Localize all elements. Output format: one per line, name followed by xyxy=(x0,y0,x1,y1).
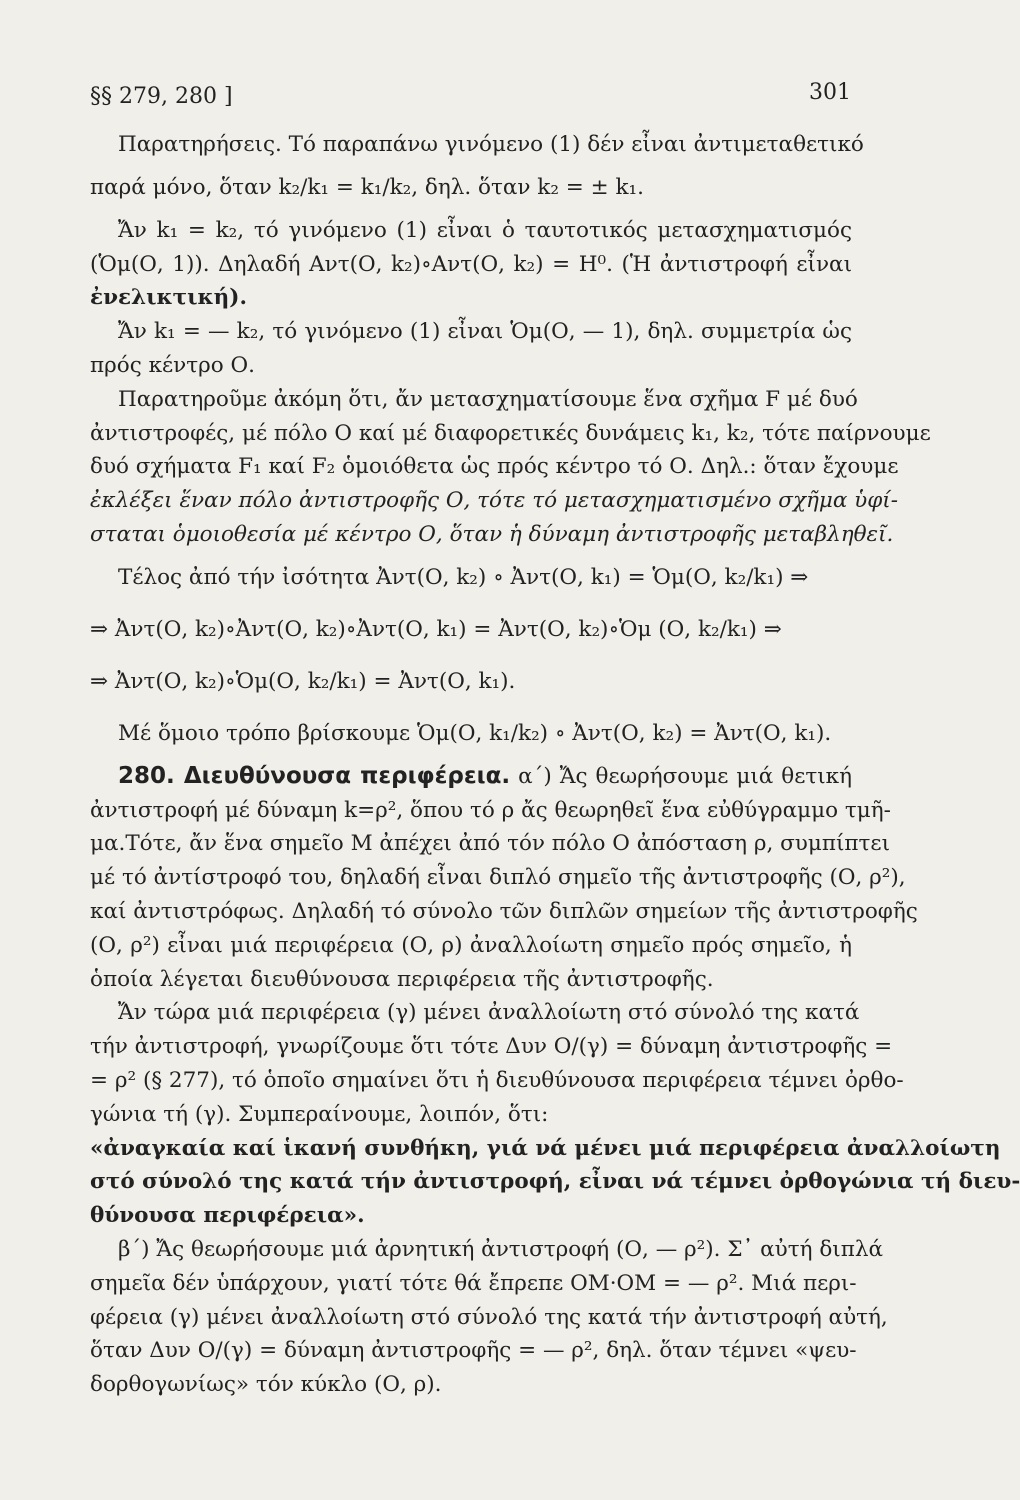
text-line: Παρατηρήσεις. Τό παραπάνω γινόμενο (1) δέν εἶναι ἀντιμεταθετικό xyxy=(118,132,864,157)
text-line: ἀντιστροφές, μέ πόλο Ο καί μέ διαφορετικές δυνάμεις k₁, k₂, τότε παίρνουμε xyxy=(90,420,931,446)
text-line: Ἄν k₁ = k₂, τό γινόμενο (1) εἶναι ὁ ταυτοτικός μετασχηματισμός xyxy=(118,217,852,243)
text-line: ὁποία λέγεται διευθύνουσα περιφέρεια τῆς ἀντιστροφῆς. xyxy=(90,966,714,992)
equation-line: ⇒ Ἀντ(Ο, k₂)∘Ὁμ(Ο, k₂/k₁) = Ἀντ(Ο, k₁). xyxy=(90,668,516,694)
text-line: ἐνελικτική). xyxy=(90,285,247,311)
text-line: μα.Τότε, ἄν ἕνα σημεῖο Μ ἀπέχει ἀπό τόν πόλο Ο ἀπόσταση ρ, συμπίπτει xyxy=(90,831,891,857)
text-line: ἀντιστροφή μέ δύναμη k=ρ², ὅπου τό ρ ἄς θεωρηθεῖ ἕνα εὐθύγραμμο τμῆ- xyxy=(90,797,891,823)
section-heading-rest: α΄) Ἄς θεωρήσουμε μιά θετική xyxy=(510,763,852,789)
section-heading-line xyxy=(90,760,852,794)
text-line: σημεῖα δέν ὑπάρχουν, γιατί τότε θά ἔπρεπε ΟΜ·ΟΜ = — ρ². Μιά περι- xyxy=(90,1270,857,1296)
text-line: (Ὁμ(Ο, 1)). Δηλαδή Αντ(Ο, k₂)∘Αντ(Ο, k₂) = Η⁰. (Ἡ ἀντιστροφή εἶναι xyxy=(90,251,852,277)
text-line: (Ο, ρ²) εἶναι μιά περιφέρεια (Ο, ρ) ἀναλλοίωτη σημεῖο πρός σημεῖο, ἡ xyxy=(90,932,852,958)
text-line: ἐκλέξει ἕναν πόλο ἀντιστροφῆς Ο, τότε τό μετασχηματισμένο σχῆμα ὑφί- xyxy=(90,488,898,514)
text-line: Ἄν τώρα μιά περιφέρεια (γ) μένει ἀναλλοίωτη στό σύνολό της κατά xyxy=(118,1000,860,1026)
text-line: δυό σχήματα F₁ καί F₂ ὁμοιόθετα ὡς πρός κέντρο τό Ο. Δηλ.: ὅταν ἔχουμε xyxy=(90,454,899,480)
text-line: πρός κέντρο Ο. xyxy=(90,352,256,378)
page-body xyxy=(90,128,1020,1402)
page-number: 301 xyxy=(809,80,851,105)
text-line: β΄) Ἄς θεωρήσουμε μιά ἀρνητική ἀντιστροφή (Ο, — ρ²). Σ᾽ αὐτή διπλά xyxy=(118,1236,883,1262)
text-line: μέ τό ἀντίστροφό του, δηλαδή εἶναι διπλό σημεῖο τῆς ἀντιστροφῆς (Ο, ρ²), xyxy=(90,865,906,891)
text-line: φέρεια (γ) μένει ἀναλλοίωτη στό σύνολό της κατά τήν ἀντιστροφή αὐτή, xyxy=(90,1304,888,1330)
section-title: 280. Διευθύνουσα περιφέρεια. xyxy=(118,762,511,789)
section-reference: §§ 279, 280 ] xyxy=(90,84,233,109)
equation-line: ⇒ Ἀντ(Ο, k₂)∘Ἀντ(Ο, k₂)∘Ἀντ(Ο, k₁) = Ἀντ(Ο, k₂)∘Ὁμ (Ο, k₂/k₁) ⇒ xyxy=(90,616,782,642)
text-line: θύνουσα περιφέρεια». xyxy=(90,1203,365,1229)
text-line: = ρ² (§ 277), τό ὁποῖο σημαίνει ὅτι ἡ διευθύνουσα περιφέρεια τέμνει ὀρθο- xyxy=(90,1067,904,1093)
text-line: δορθογωνίως» τόν κύκλο (Ο, ρ). xyxy=(90,1372,442,1398)
text-line: Ἄν k₁ = — k₂, τό γινόμενο (1) εἶναι Ὁμ(Ο, — 1), δηλ. συμμετρία ὡς xyxy=(118,319,852,345)
text-line: «ἀναγκαία καί ἱκανή συνθήκη, γιά νά μένει μιά περιφέρεια ἀναλλοίωτη xyxy=(90,1135,1001,1161)
text-line: στό σύνολό της κατά τήν ἀντιστροφή, εἶναι νά τέμνει ὀρθογώνια τή διευ- xyxy=(90,1169,1020,1195)
text-line: γώνια τή (γ). Συμπεραίνουμε, λοιπόν, ὅτι: xyxy=(90,1101,549,1127)
text-line: σταται ὁμοιοθεσία μέ κέντρο Ο, ὅταν ἡ δύναμη ἀντιστροφῆς μεταβληθεῖ. xyxy=(90,521,894,547)
text-line: Παρατηροῦμε ἀκόμη ὅτι, ἄν μετασχηματίσουμε ἕνα σχῆμα F μέ δυό xyxy=(118,386,858,412)
text-line: τήν ἀντιστροφή, γνωρίζουμε ὅτι τότε Δυν Ο/(γ) = δύναμη ἀντιστροφῆς = xyxy=(90,1034,893,1060)
text-line: παρά μόνο, ὅταν k₂/k₁ = k₁/k₂, δηλ. ὅταν k₂ = ± k₁. xyxy=(90,174,644,200)
text-line: ὅταν Δυν Ο/(γ) = δύναμη ἀντιστροφῆς = — ρ², δηλ. ὅταν τέμνει «ψευ- xyxy=(90,1338,857,1364)
equation-line: Μέ ὅμοιο τρόπο βρίσκουμε Ὁμ(Ο, k₁/k₂) ∘ Ἀντ(Ο, k₂) = Ἀντ(Ο, k₁). xyxy=(118,720,832,746)
equation-line: Τέλος ἀπό τήν ἰσότητα Ἀντ(Ο, k₂) ∘ Ἀντ(Ο, k₁) = Ὁμ(Ο, k₂/k₁) ⇒ xyxy=(118,564,809,590)
text-line: καί ἀντιστρόφως. Δηλαδή τό σύνολο τῶν διπλῶν σημείων τῆς ἀντιστροφῆς xyxy=(90,898,918,924)
